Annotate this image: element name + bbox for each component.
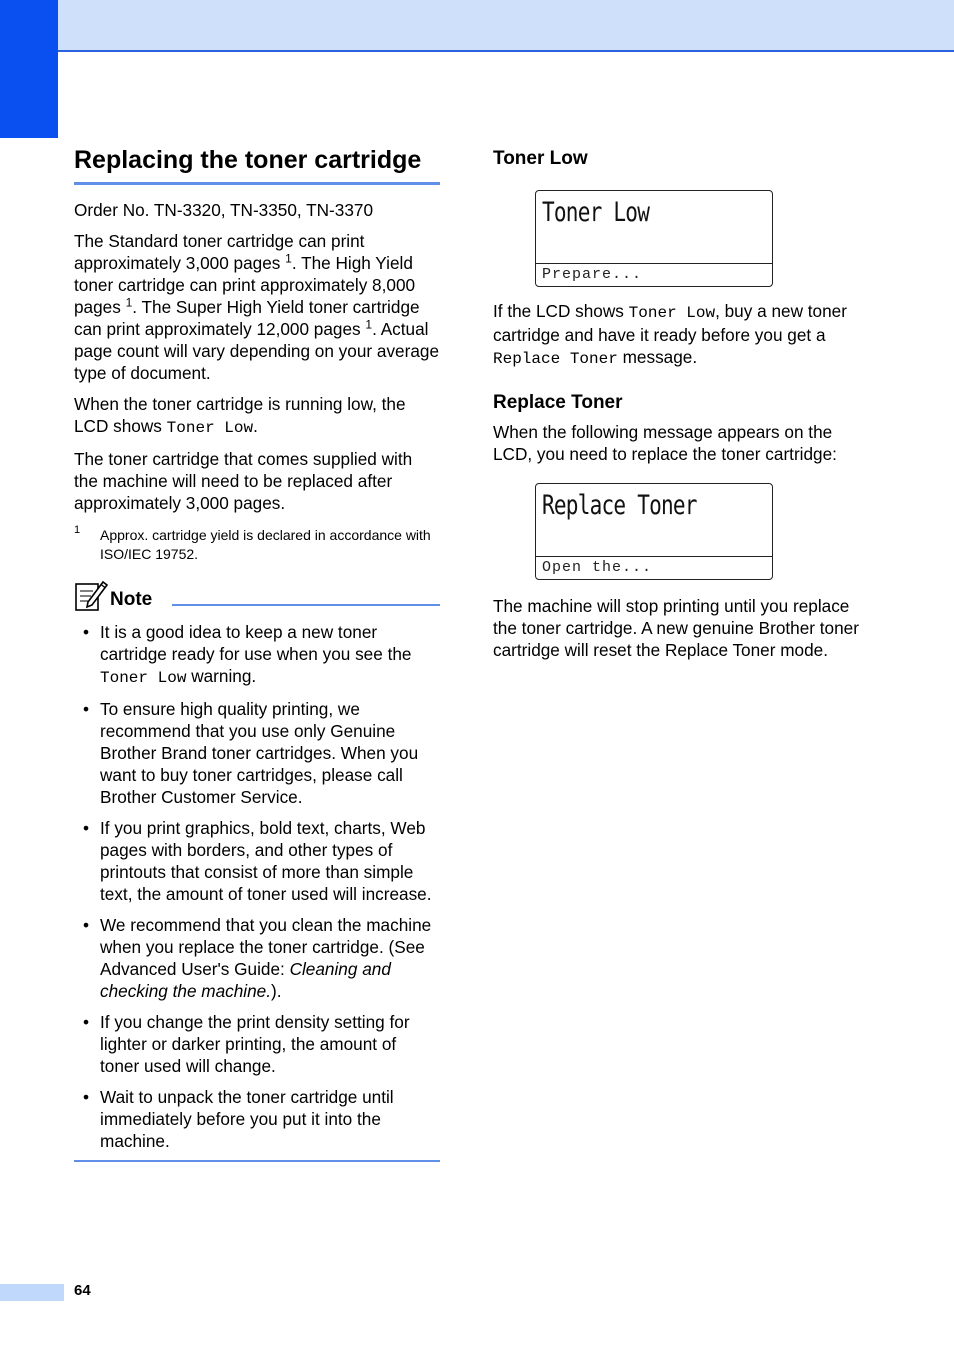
section-title: Replacing the toner cartridge bbox=[74, 142, 440, 185]
lcd-display-toner-low bbox=[535, 190, 773, 287]
footnote-ref: 1 bbox=[365, 317, 373, 332]
lcd-display-replace-toner bbox=[535, 483, 773, 580]
supplied-cartridge-paragraph: The toner cartridge that comes supplied with the machine will need to be replaced after approximately 3,000 pages. bbox=[74, 449, 413, 513]
replace-toner-paragraph: The machine will stop printing until you replace the toner cartridge. A new genuine Brother toner cartridge will reset the Replace Toner mode. bbox=[493, 596, 859, 660]
header-band bbox=[0, 0, 954, 52]
list-item: • It is a good idea to keep a new toner cartridge ready for use when you see the Toner Low warning. bbox=[74, 621, 440, 689]
guide-reference: Cleaning and checking the machine. bbox=[100, 959, 391, 1001]
note-header bbox=[74, 578, 440, 612]
order-number: Order No. TN-3320, TN-3350, TN-3370 bbox=[74, 200, 374, 220]
note-title: Note bbox=[110, 589, 153, 610]
list-item: • We recommend that you clean the machine when you replace the toner cartridge. (See Advanced User's Guide: Cleaning and checking the machine.). bbox=[74, 914, 440, 1002]
list-item: • To ensure high quality printing, we recommend that you use only Genuine Brother Brand toner cartridges. When you want to buy toner cartridges, please call Brother Customer Service. bbox=[74, 698, 440, 808]
footnote-mark: 1 bbox=[74, 524, 81, 536]
footnote-ref: 1 bbox=[125, 295, 133, 310]
toner-low-heading: Toner Low bbox=[493, 148, 588, 169]
footer-band bbox=[0, 1284, 64, 1301]
chapter-tab bbox=[0, 0, 58, 138]
lcd-main-text: Replace Toner bbox=[542, 490, 697, 521]
note-pencil-icon bbox=[74, 578, 108, 612]
list-item: • If you print graphics, bold text, charts, Web pages with borders, and other types of printouts that consist of more than simple text, the amount of toner used will increase. bbox=[74, 817, 440, 905]
lcd-text-inline: Toner Low bbox=[100, 669, 187, 687]
lcd-text-inline: Replace Toner bbox=[493, 350, 618, 368]
note-list bbox=[74, 621, 440, 1152]
footnote bbox=[74, 526, 440, 564]
list-item: • If you change the print density setting for lighter or darker printing, the amount of toner used will change. bbox=[74, 1011, 440, 1077]
lcd-sub-text: Prepare... bbox=[536, 263, 772, 286]
replace-toner-heading: Replace Toner bbox=[493, 392, 623, 413]
note-end-rule bbox=[74, 1160, 440, 1162]
list-item: • Wait to unpack the toner cartridge until immediately before you put it into the machine. bbox=[74, 1086, 440, 1152]
yield-paragraph: The Standard toner cartridge can print approximately 3,000 pages $^1$. The High Yield toner cartridge can print approximately 8,000 pages $^1$. The Super High Yield toner cartridge can print approximately 12,000 pages $^1$. Actual page count will vary depending on your average type of document. bbox=[74, 231, 439, 383]
toner-low-paragraph: If the LCD shows Toner Low, buy a new toner cartridge and have it ready before you get a Replace Toner message. bbox=[493, 301, 847, 368]
lcd-main-text: Toner Low bbox=[542, 197, 650, 228]
note-rule bbox=[172, 604, 440, 606]
right-column bbox=[493, 142, 873, 661]
footnote-ref: 1 bbox=[285, 251, 292, 266]
lcd-text-inline: Toner Low bbox=[628, 304, 716, 322]
footnote-text: Approx. cartridge yield is declared in accordance with ISO/IEC 19752. bbox=[100, 527, 431, 562]
replace-toner-intro: When the following message appears on the LCD, you need to replace the toner cartridge: bbox=[493, 422, 837, 464]
running-low-paragraph: When the toner cartridge is running low, the LCD shows Toner Low. bbox=[74, 394, 406, 437]
left-column bbox=[74, 142, 440, 1162]
page-number: 64 bbox=[74, 1282, 91, 1299]
lcd-sub-text: Open the... bbox=[536, 556, 772, 579]
lcd-text-inline: Toner Low bbox=[166, 419, 254, 437]
